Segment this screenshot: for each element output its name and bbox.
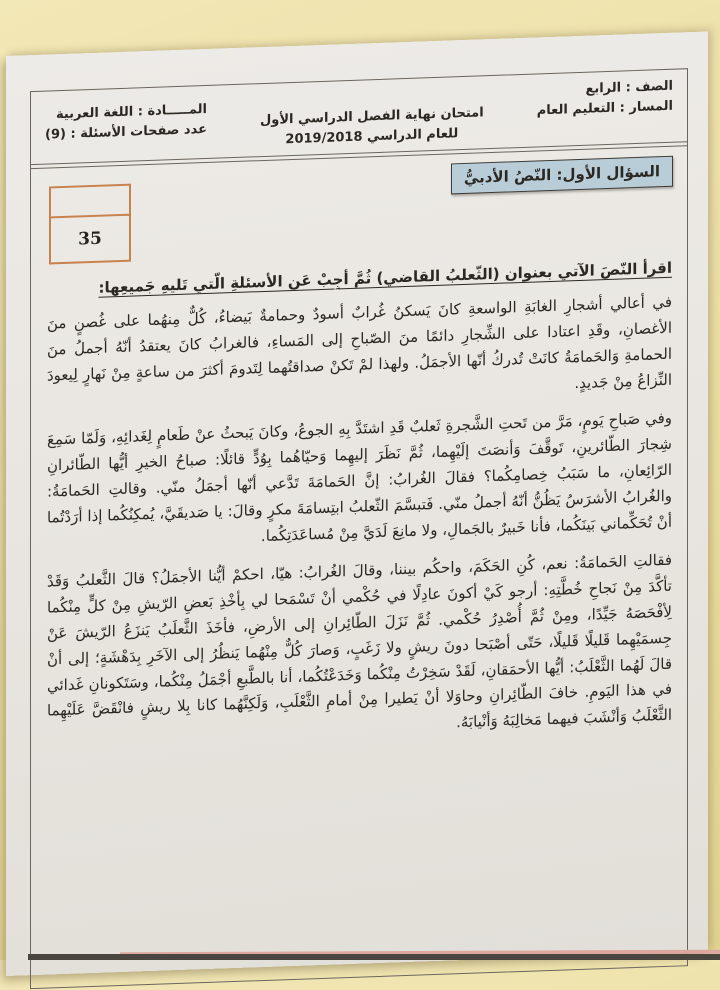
exam-title-block xyxy=(260,103,484,151)
exam-paper xyxy=(6,31,708,976)
class-label: الصف : الرابع xyxy=(585,78,673,97)
instruction-line: اقرأ النّصَ الآتي بعنوان (الثّعلبُ القاضي) ثُمَّ أجِبْ عَن الأسئلةِ الّتي تَليهِ جَميعِها: xyxy=(98,259,672,298)
score-value: 35 xyxy=(78,228,102,250)
track-label: المسار : التعليم العام xyxy=(536,98,673,119)
passage-paragraph: وفي صَباحِ يَومٍ، مَرَّ من تَحتِ الشَّجرةِ ثَعلبٌ قَدِ اشتَدَّ بِهِ الجوعُ، وكانَ يَبحثُ عنْ طَعامٍ لِغَدائِهِ، وَلَمّا سَمِعَ شِجارَ الطّائرينِ، تَوقَّفَ وَأنصَتَ إلَيْهِما، ثُمَّ نَظَرَ إليهِما وَحيّاهُما بِوُدٍّ قائلًا: صباحُ الخيرِ أيُّها الطّائرانِ الرّائِعانِ، ما سَبَبُ خِصامِكُما؟ فقالَ الغُرابُ: إنَّ الحَمامَةَ تَدَّعي أنّها أجمَلُ منّي. وقالتِ الحَمامَةُ: والغُرابُ الأشرَسُ يَظُنُّ أنّهُ أجملُ منّي. فَتبسَّمَ الثّعلبُ ابتِسامَةَ مكرٍ وقالَ: يا صَديقَيَّ، يُمكِنُكُما إذا أرَدْتُما أنْ تُحَكِّماني بَينَكُما، فأنا خَبيرٌ بالجَمالِ، ولا مانِعَ لَدَيَّ مِنْ مُساعَدَتِكُما. xyxy=(47,409,672,545)
exam-title-line2: للعام الدراسي 2019/2018 xyxy=(285,126,459,148)
header-left-block xyxy=(45,100,207,146)
subject-label: المـــــادة : اللغة العربية xyxy=(55,101,207,123)
score-box-empty-cell xyxy=(51,186,129,219)
question-title-box: السؤال الأول: النّصُ الأدبيُّ xyxy=(451,156,673,195)
page-frame xyxy=(30,68,688,989)
passage-paragraph: فقالتِ الحَمامَةُ: نعم، كُنِ الحَكَمَ، واحكُم بيننا، وقالَ الغُرابُ: هيّا، احكمْ أيُّنا الأجمَلُ؟ قالَ الثَّعلبُ وَقَدْ تأكَّدَ مِنْ نَجاحِ خُطَّتِهِ: أرجو كَيْ أكونَ عادِلًا في حُكْمي أنْ تَسْمَحا لي بِأخْذِ بَعضِ الرّيشِ مِنْ كلٍّ مِنْكُما لِأفْحَصَهُ جَيِّدًا، ومِنْ ثُمَّ أُصْدِرُ حُكْمي. ثُمَّ نَزَلَ الطّائِرانِ إلى الأرضِ، فأخَذَ الثَّعلَبُ يَنزَعُ الرّيشَ عَنْ جِسمَيْهِما قَليلًا قَليلًا، حَتّى أصْبَحا دونَ ريشٍ ولا زَغَبٍ، وَصارَ كُلٌّ مِنْهُما يَنظُرُ إلى الآخَرِ بِدَهْشَةٍ؛ إلى أنْ قالَ لَهُما الثَّعْلَبُ: أيُّها الأحمَقانِ، لَقَدْ سَخِرْتُ مِنْكُما وَخَدَعْتُكُما، أنا بالطَّبعِ أجْمَلُ مِنْكُما، وسَتَكونانِ غَدائي في هذا اليَومِ. خافَ الطّائِرانِ وحاوَلا أنْ يَطيرا مِنْ أمامِ الثَّعْلَبِ، وَلَكِنَّهُما كانا بِلا ريشٍ فانْقَضَّ عَلَيْهِما الثَّعْلَبُ وَأنْشَبَ فيهما مَخالِبَهُ وَأنْيابَهُ. xyxy=(47,551,672,732)
pages-count-label: عدد صفحات الأسئلة : (9) xyxy=(45,122,207,143)
header-right-block xyxy=(537,77,673,122)
desk-edge-dark-strip xyxy=(28,954,720,960)
exam-title-line1: امتحان نهاية الفصل الدراسي الأول xyxy=(259,105,484,129)
passage xyxy=(47,290,672,751)
score-box xyxy=(49,184,131,265)
passage-paragraph: في أعالي أشجارِ الغابَةِ الواسعةِ كانَ يَسكنُ غُرابٌ أسودٌ وحمامةٌ بَيضاءُ، كُلٌّ مِنهُما على غُصنٍ منَ الأغصانِ، وقَدِ اعتادا على الشِّجارِ دائمًا منَ الصّباحِ إلى المَساءِ، فالغرابُ كانَ يعتقدُ أنّهُ أجملُ منَ الحمامةِ وَالحَمامَةُ كانَتْ تُدركُ أنّها الأجمَلُ. ولهذا لمْ تَكنْ صداقتُهما لِتَدومَ أكثرَ من ساعةٍ مِنْ نَهارٍ لِيعودَ النِّزاعُ مِنْ جَديدٍ. xyxy=(47,293,672,392)
